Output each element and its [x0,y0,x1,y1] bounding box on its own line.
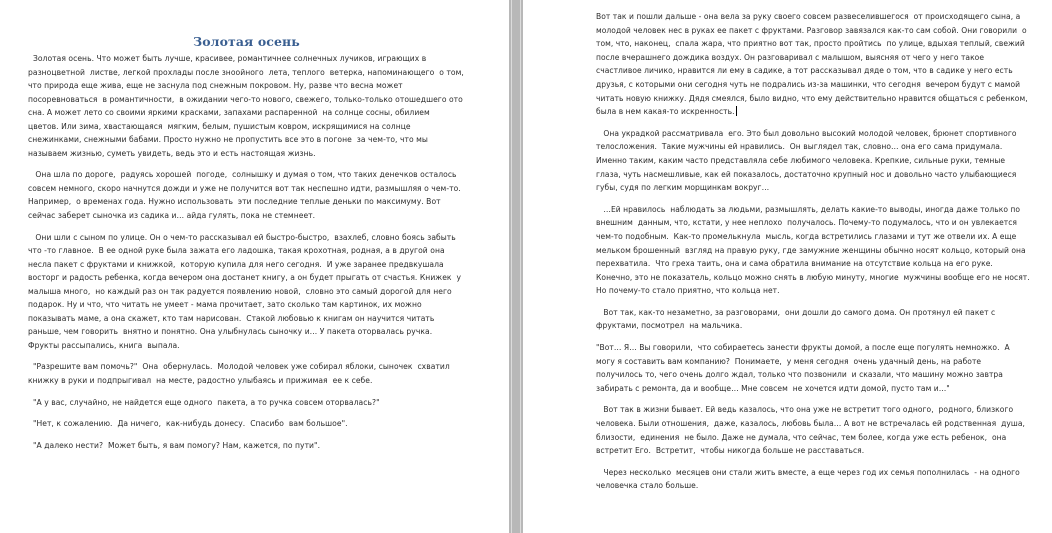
paragraph: Золотая осень. Что может быть лучше, красивее, романтичнее солнечных лучиков, играющих в разноцветной листве, легкой прохлады после зноойного лета, теплого ветерка, напоминающего о том, что природа еще жива, еще не заснула под снежным покровом. Ну, разве что весна может посоревноваться в романтичности, в ожидании чего-то нового, свежего, только-только отошедшего ото сна. А может лето со своими яркими красками, запахами распаренной на солнце сосны, обилием цветов. Или зима, хвастающаяся мягким, белым, пушистым ковром, искрящимися на солнце снежинками, снежными бабами. Просто нужно не пропустить все это в погоне за чем-то, что мы называем жизнью, суметь увидеть, ведь это и есть настоящая жизнь. [28,54,467,158]
paragraph [596,10,1033,119]
document-title: Золотая осень [193,34,300,49]
right-page [523,0,1052,533]
paragraph: "Вот… Я… Вы говорили, что собираетесь занести фрукты домой, а после еще погулять немножко. А могу я составить вам компанию? Понимаете, у меня сегодня очень удачный день, на работе получилось то, чего очень долго ждал, только что позвонили и сказали, что машину можно завтра забирать с ремонта, да и вообще… Мне совсем не хочется идти домой, пусто там и…" [596,343,1013,393]
paragraph: Через несколько месяцев они стали жить вместе, а еще через год их семья пополнилась - на одного человечка стало больше. [596,467,1023,491]
paragraph: "Разрешите вам помочь?" Она обернулась. Молодой человек уже собирал яблоки, сыночек схватил книжку в руки и подпрыгивал на месте, радостно улыбаясь и прижимая ее к себе. [28,362,453,386]
paragraph: Она украдкой рассматривала его. Это был довольно высокий молодой человек, брюнет спортивного телосложения. Такие мужчины ей нравились. Он выглядел так, словно… она его сама придумала. Именно таким, каким часто представляла себе любимого человека. Крепкие, сильные руки, темные глаза, чуть насмешливые, как ей показалось, достаточно крупный нос и довольно часто улыбающиеся губы, судя по легким морщинкам вокруг… [596,128,1022,193]
left-page [0,0,509,533]
paragraph: Вот так, как-то незаметно, за разговорами, они дошли до самого дома. Он протянул ей пакет с фруктами, посмотрел на мальчика. [596,307,998,331]
paragraph: Вот так в жизни бывает. Ей ведь казалось, что она уже не встретит того одного, родного, близкого человека. Были отношения, даже, казалось, любовь была… А вот не встречалась ей родственная душа, близости, единения не было. Даже не думала, что сейчас, тем более, когда уже есть ребенок, она встретит Его. Встретит, чтобы никогда больше не расставаться. [596,405,1028,456]
paragraph: Она шла по дороге, радуясь хорошей погоде, солнышку и думая о том, что таких денечков осталось совсем немного, скоро начнутся дожди и уже не получится вот так неспешно идти, размышляя о чем-то. Например, о временах года. Нужно использовать эти последние теплые деньки по максимуму. Вот сейчас заберет сыночка из садика и… айда гулять, пока не стемнеет. [28,170,464,221]
paragraph: "А далеко нести? Может быть, я вам помогу? Нам, кажется, по пути". [28,440,321,450]
paragraph: Они шли с сыном по улице. Он о чем-то рассказывал ей быстро-быстро, взахлеб, словно боясь забыть что -то главное. В ее одной руке была зажата его ладошка, такая крохотная, родная, а в другой она несла пакет с фруктами и книжкой, которую купила для него сегодня. И уже заранее предвкушала восторг и радость ребенка, когда вечером она достанет книгу, а он будет прыгать от счастья. Книжек у малыша много, но каждый раз он так радуется появлению новой, словно это самый дорогой для него подарок. Ну и что, что читать не умеет - мама прочитает, зато сколько там картинок, их можно показывать маме, а она скажет, кто там нарисован. Стакой любовью к книгам он научится читать раньше, чем говорить внятно и понятно. Она улыбнулась сыночку и… У пакета оторвалась ручка. Фрукты рассыпались, книга выпала. [28,232,464,350]
paragraph: "Нет, к сожалению. Да ничего, как-нибудь донесу. Спасибо вам большое". [28,419,348,429]
page-gutter [509,0,523,533]
paragraph-text: Вот так и пошли дальше - она вела за руку своего совсем развеселившегося от происходящего сына, а молодой человек нес в руках ее пакет с фруктами. Разговор завязался как-то сам собой. Они говорили о том, что, наконец, спала жара, что приятно вот так, просто пройтись по улице, вдыхая теплый, свежий после вчерашнего дождика воздух. Он разговаривал с малышом, выясняя от чего у него такое счастливое личико, нравится ли ему в садике, а тот рассказывал дяде о том, что в садике у него есть друзья, с которыми они сегодня чуть не подрались из-за машинки, что сегодня вечером будут с мамой читать новую книжку. Дядя смеялся, было видно, что ему действительно нравится общаться с ребенком, была в нем какая-то искренность. [596,12,1033,117]
paragraph: "А у вас, случайно, не найдется еще одного пакета, а то ручка совсем оторвалась?" [28,397,380,407]
paragraph: …Ей нравилось наблюдать за людьми, размышлять, делать какие-то выводы, иногда даже только по внешним данным, что, кстати, у нее неплохо получалось. Почему-то подумалось, что и он увлекается чем-то подобным. Как-то промелькнула мысль, когда встретились глазами и тут же отвели их. А еще мельком брошенный взгляд на правую руку, где замужние женщины обычно носят кольцо, который она перехватила. Что греха таить, она и сама обратила внимание на отсутствие кольца на его руке. Конечно, это не показатель, кольцо можно снять в любую минуту, многие мужчины вообще его не носят. Но почему-то стало приятно, что кольца нет. [596,204,1033,296]
text-cursor [736,106,737,116]
